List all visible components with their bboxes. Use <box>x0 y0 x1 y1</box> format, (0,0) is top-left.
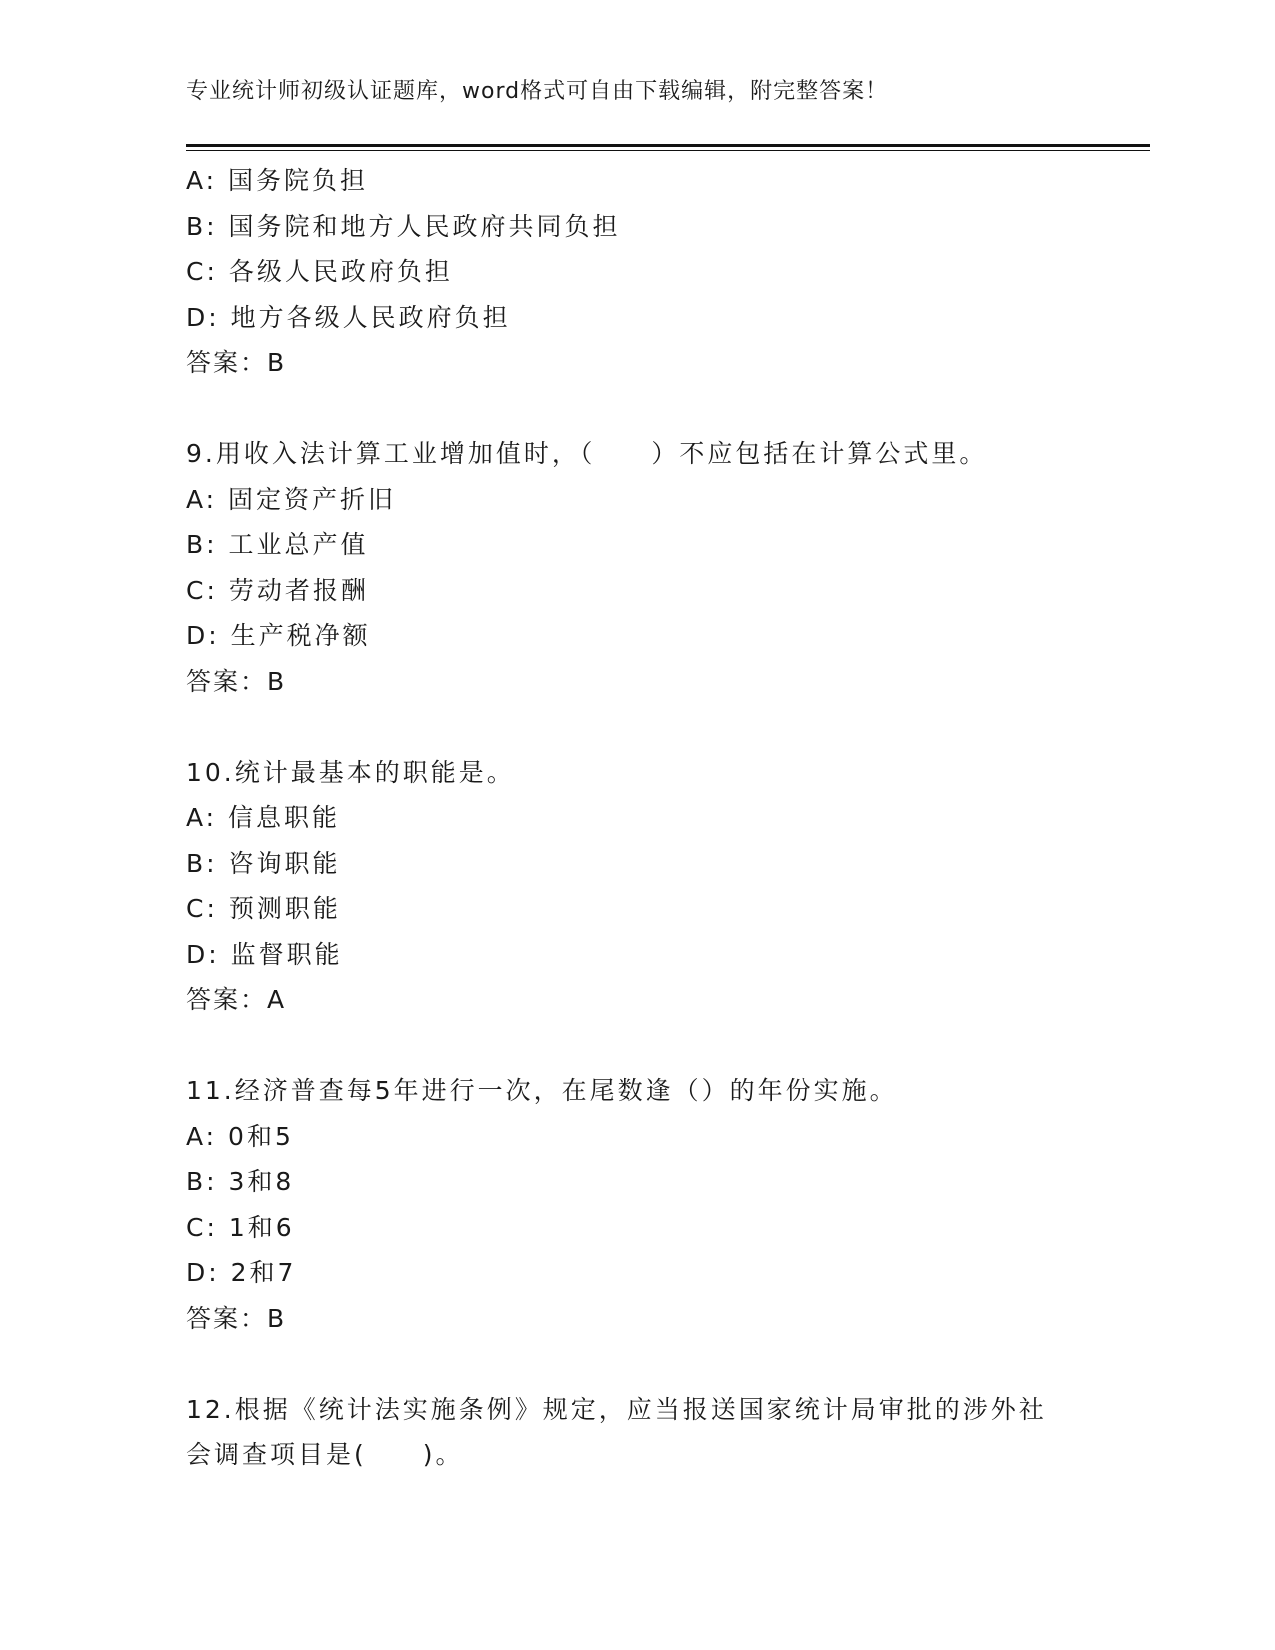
option-c: C: 劳动者报酬 <box>186 575 369 605</box>
answer: 答案：B <box>186 348 287 377</box>
option-a: A: 信息职能 <box>186 803 341 832</box>
question-text: 11.经济普查每5年进行一次，在尾数逢（）的年份实施。 <box>186 1076 898 1105</box>
answer: 答案：A <box>186 985 287 1014</box>
option-d: D: 地方各级人民政府负担 <box>186 302 511 332</box>
option-a: A: 固定资产折旧 <box>186 484 397 514</box>
option-d: D: 2和7 <box>186 1258 297 1287</box>
option-a: A: 0和5 <box>186 1121 294 1151</box>
option-b: B: 工业总产值 <box>186 530 369 559</box>
question-text: 10.统计最基本的职能是。 <box>186 757 515 787</box>
spacer <box>186 704 1150 750</box>
question-8-block <box>186 158 1150 386</box>
question-text-line-1: 12.根据《统计法实施条例》规定，应当报送国家统计局审批的涉外社 <box>186 1394 1047 1424</box>
spacer <box>186 1023 1150 1069</box>
option-c: C: 1和6 <box>186 1212 295 1242</box>
question-text-line-2: 会调查项目是( )。 <box>186 1440 464 1469</box>
question-text: 9.用收入法计算工业增加值时，（ ）不应包括在计算公式里。 <box>186 439 988 468</box>
question-9-block <box>186 431 1150 704</box>
page-header: 专业统计师初级认证题库，word格式可自由下载编辑，附完整答案！ <box>186 79 889 104</box>
document-body <box>186 158 1150 1478</box>
option-b: B: 3和8 <box>186 1167 295 1196</box>
option-c: C: 各级人民政府负担 <box>186 257 453 286</box>
question-11-block <box>186 1068 1150 1341</box>
option-b: B: 咨询职能 <box>186 848 341 878</box>
spacer <box>186 1341 1150 1387</box>
option-a: A: 国务院负担 <box>186 166 369 195</box>
option-c: C: 预测职能 <box>186 894 341 923</box>
question-10-block <box>186 750 1150 1023</box>
header-divider <box>186 144 1150 151</box>
question-12-block <box>186 1387 1150 1478</box>
spacer <box>186 386 1150 432</box>
answer: 答案：B <box>186 666 287 696</box>
option-d: D: 生产税净额 <box>186 621 371 650</box>
option-d: D: 监督职能 <box>186 939 343 969</box>
answer: 答案：B <box>186 1303 287 1333</box>
option-b: B: 国务院和地方人民政府共同负担 <box>186 211 621 241</box>
